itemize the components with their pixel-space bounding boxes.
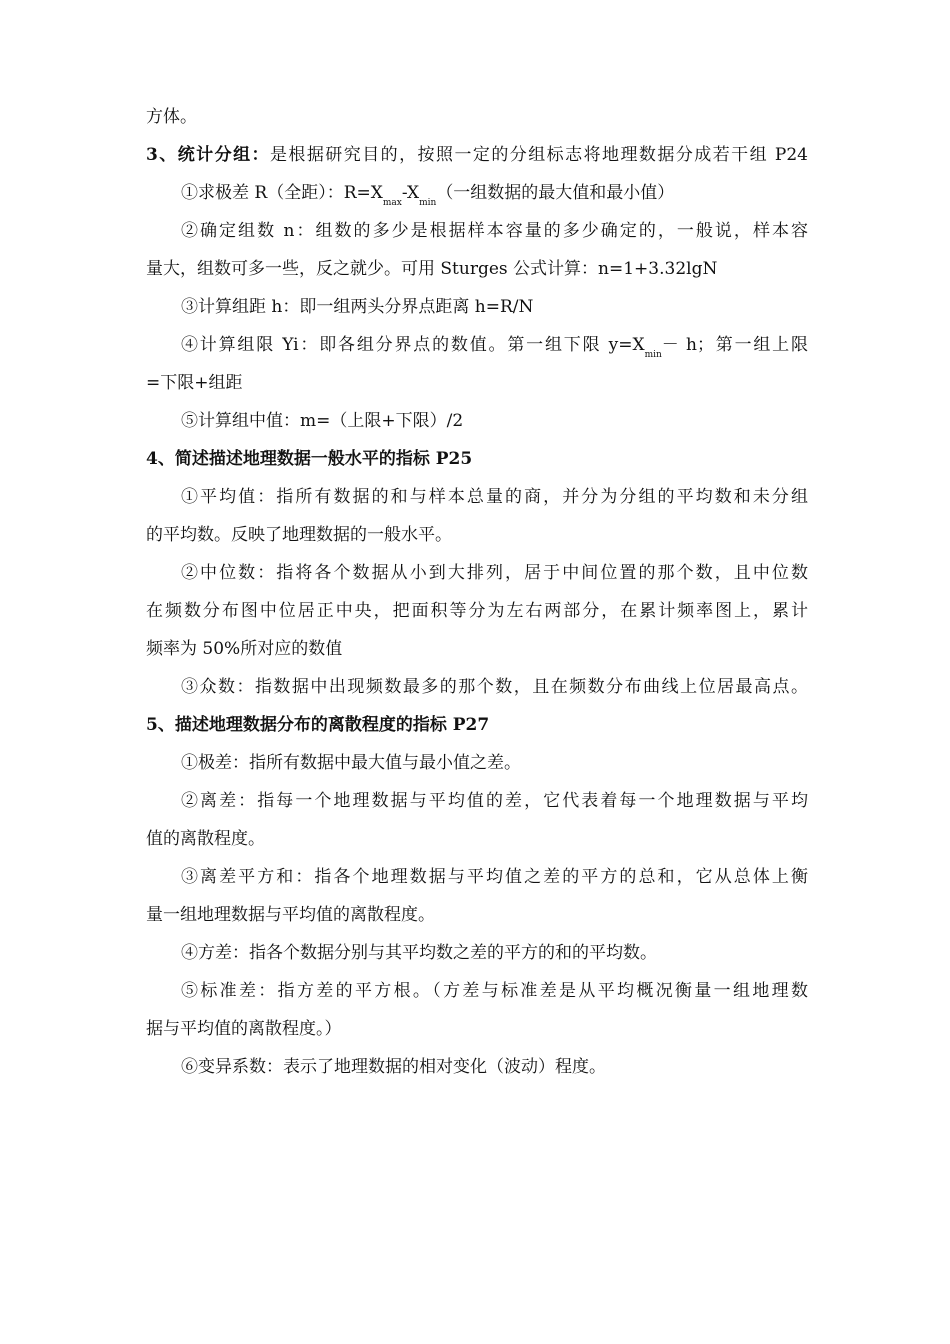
text-line: ⑤计算组中值：m=（上限+下限）/2 — [181, 411, 464, 431]
section-3-definition: 是根据研究目的，按照一定的分组标志将地理数据分成若干组 P24 — [269, 145, 808, 165]
text-line: ③众数：指数据中出现频数最多的那个数，且在频数分布曲线上位居最高点。 — [181, 677, 808, 697]
text-line: ③计算组距 h：即一组两头分界点距离 h=R/N — [181, 297, 534, 317]
section-5-heading: 5、描述地理数据分布的离散程度的指标 P27 — [146, 715, 490, 735]
text-line: ⑤标准差：指方差的平方根。（方差与标准差是从平均概况衡量一组地理数 — [181, 981, 808, 1001]
subscript-min: min — [419, 198, 437, 208]
text-line: ③离差平方和：指各个地理数据与平均值之差的平方的总和，它从总体上衡 — [181, 867, 808, 887]
text-line: ②中位数：指将各个数据从小到大排列，居于中间位置的那个数，且中位数 — [181, 563, 808, 583]
range-formula-line — [181, 182, 675, 208]
range-formula-part: -X — [401, 183, 420, 203]
range-formula-note: （一组数据的最大值和最小值） — [436, 183, 675, 203]
section-3-heading: 3、统计分组： — [146, 145, 270, 165]
text-line: ⑥变异系数：表示了地理数据的相对变化（波动）程度。 — [181, 1057, 606, 1077]
text-line: 在频数分布图中位居正中央，把面积等分为左右两部分，在累计频率图上，累计 — [146, 601, 808, 621]
text-line: ①极差：指所有数据中最大值与最小值之差。 — [181, 753, 521, 773]
subscript-max: max — [382, 198, 402, 208]
text-line: ②离差：指每一个地理数据与平均值的差，它代表着每一个地理数据与平均 — [181, 791, 808, 811]
text-line: ④方差：指各个数据分别与其平均数之差的平方的和的平均数。 — [181, 943, 657, 963]
text-line: 方体。 — [146, 107, 197, 127]
text-line: 频率为 50%所对应的数值 — [146, 639, 343, 659]
section-4-heading: 4、简述描述地理数据一般水平的指标 P25 — [146, 449, 473, 469]
text-line: 量一组地理数据与平均值的离散程度。 — [146, 905, 435, 925]
range-formula-part: ①求极差 R（全距）：R=X — [181, 183, 383, 203]
text-line: 量大，组数可多一些，反之就少。可用 Sturges 公式计算：n=1+3.32lgN — [146, 259, 718, 279]
text-line: 据与平均值的离散程度。） — [146, 1019, 342, 1039]
class-limit-part: ④计算组限 Yi：即各组分界点的数值。第一组下限 y=X — [181, 335, 645, 355]
class-limit-part: － h；第一组上限 — [661, 335, 808, 355]
class-limit-line — [181, 334, 808, 360]
text-line: ①平均值：指所有数据的和与样本总量的商，并分为分组的平均数和未分组 — [181, 487, 808, 507]
text-line: =下限+组距 — [146, 373, 243, 393]
section-3-line — [146, 144, 808, 166]
text-line: ②确定组数 n：组数的多少是根据样本容量的多少确定的，一般说，样本容 — [181, 221, 808, 241]
text-line: 值的离散程度。 — [146, 829, 265, 849]
subscript-min: min — [644, 350, 662, 360]
text-line: 的平均数。反映了地理数据的一般水平。 — [146, 525, 452, 545]
